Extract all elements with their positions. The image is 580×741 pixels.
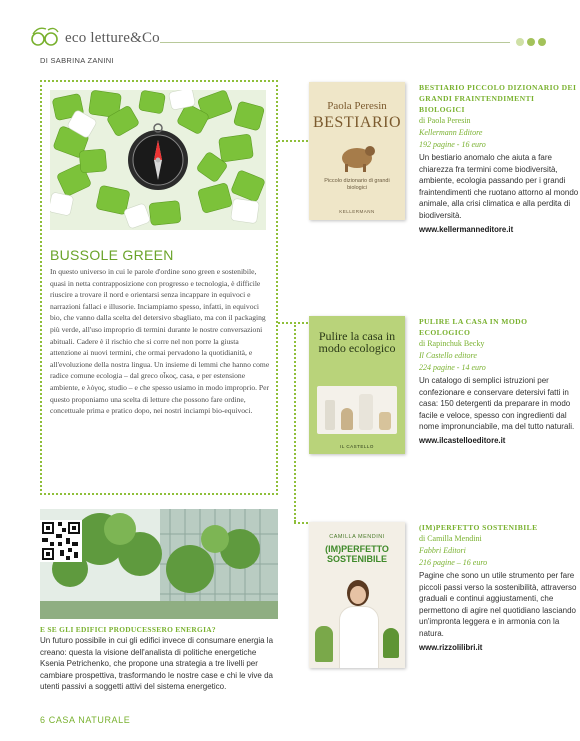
cover-animal-illustration	[337, 138, 377, 174]
book-info-pulire-la-casa	[419, 316, 579, 445]
cover-plants	[383, 628, 399, 658]
section-title: eco letture&Co	[65, 30, 160, 46]
book-price: 192 pagine - 16 euro	[419, 140, 486, 149]
header-dots-icon	[516, 38, 556, 48]
book-price: 224 pagine - 14 euro	[419, 363, 486, 372]
cover-author: CAMILLA MENDINI	[329, 534, 385, 540]
book-title: BESTIARIO PICCOLO DIZIONARIO DEI GRANDI FRAINTENDIMENTI BIOLOGICI	[419, 83, 577, 114]
cover-plants	[315, 626, 333, 662]
connector-3	[294, 522, 308, 524]
magazine-name: CASA NATURALE	[48, 715, 131, 725]
page-footer	[40, 715, 130, 725]
puzzle-compass-illustration	[50, 90, 266, 230]
glasses-logo-icon	[30, 24, 60, 50]
qr-code-icon[interactable]	[40, 520, 82, 562]
book-publisher: Kellermann Editore	[419, 128, 483, 137]
cover-title: BESTIARIO	[312, 114, 402, 131]
byline: DI SABRINA ZANINI	[40, 56, 114, 65]
connector-3-v	[294, 322, 296, 522]
book-title: PULIRE LA CASA IN MODO ECOLOGICO	[419, 317, 528, 337]
connector-2	[278, 322, 308, 324]
book-author: di Camilla Mendini	[419, 534, 482, 543]
bottom-story-body: Un futuro possibile in cui gli edifici invece di consumare energia la creano: questa la visione dell'analista di politiche energetiche Ksenia Petrichenko, che propone una strategia a tre livelli per cambiare prospettiva, trasformando le nostre case e chi le vive da utenti passivi a soggetti attivi del sistema energetico.	[40, 636, 274, 692]
feature-title: BUSSOLE GREEN	[50, 247, 174, 263]
book-link[interactable]: www.ilcastelloeditore.it	[419, 435, 506, 445]
cover-title: Pulire la casa in modo ecologico	[318, 329, 396, 355]
book-title: (IM)PERFETTO SOSTENIBILE	[419, 523, 538, 532]
cover-subtitle: Piccolo dizionario di grandi biologici	[324, 178, 390, 191]
header-rule	[160, 42, 510, 43]
book-description: Pagine che sono un utile strumento per fare piccoli passi verso la sostenibilità, attraverso graduali e continui aggiustamenti, che permettono di agire nel quotidiano lasciando un'impronta leggera e in armonia con la natura.	[419, 571, 577, 638]
page-number: 6	[40, 715, 46, 725]
book-link[interactable]: www.rizzolilibri.it	[419, 642, 483, 652]
book-author: di Rapinchuk Becky	[419, 339, 485, 348]
book-cover-imperfetto-sostenibile	[309, 522, 405, 668]
book-info-imperfetto-sostenibile	[419, 522, 579, 652]
book-price: 216 pagine – 16 euro	[419, 558, 488, 567]
book-description: Un bestiario anomalo che aiuta a fare chiarezza fra termini come biodiversità, ambiente, ecologia passando per i grandi fraintendimenti che ruotano attorno al mondo animale, alla crisi climatica e alla perdita di biodiversità.	[419, 153, 579, 220]
cover-title: (IM)PERFETTO SOSTENIBILE	[325, 544, 389, 564]
book-cover-bestiario	[309, 82, 405, 220]
book-link[interactable]: www.kellermanneditore.it	[419, 224, 514, 234]
cover-publisher: IL CASTELLO	[340, 444, 374, 449]
cover-publisher: KELLERMANN	[339, 209, 375, 214]
bottom-story-title: E SE GLI EDIFICI PRODUCESSERO ENERGIA?	[40, 625, 216, 634]
book-description: Un catalogo di semplici istruzioni per confezionare e conservare detersivi fatti in casa: 150 detergenti da preparare in modo facile e veloce, spesso con ingredienti dal nome impronunciabile, ma del tutto naturali.	[419, 376, 575, 432]
cover-products-illustration	[317, 386, 397, 434]
connector-1	[278, 140, 308, 142]
book-cover-pulire-la-casa	[309, 316, 405, 454]
book-publisher: Il Castello editore	[419, 351, 477, 360]
book-author: di Paola Peresin	[419, 116, 471, 125]
book-info-bestiario	[419, 82, 579, 234]
book-publisher: Fabbri Editori	[419, 546, 466, 555]
feature-body: In questo universo in cui le parole d'ordine sono green e sostenibile, quasi in netta contrapposizione con progresso e tecnologia, è difficile riuscire a trovare il nord e orientarsi senza incappare in equivoci e narrazioni fallaci e illusorie. Inciampiamo spesso, infatti, in equivoci bio, che vanno dalla scelta del detersivo sbagliato, ma con il packaging più verde, all'uso improprio di termini durante le nostre conversazioni abituali. Cadere è il rischio che si corre nel non porre la giusta attenzione ai nuovi termini, che ormai pervadono la quotidianità, e all'evoluzione della nostra lingua. Un insieme di lemmi che hanno come radice comune ecologia – dal greco οἶκος, casa, e per estensione ambiente, e λόγος, studio – e che spesso usiamo in modo improprio. Per questo proponiamo una scelta di letture che possono fare ordine, concettuale prima e pratico dopo, nei nostri inciampi bio-equivoci.	[50, 267, 270, 416]
compass-puzzle-image	[50, 90, 266, 230]
cover-portrait	[335, 580, 381, 668]
cover-author: Paola Peresin	[327, 100, 387, 112]
